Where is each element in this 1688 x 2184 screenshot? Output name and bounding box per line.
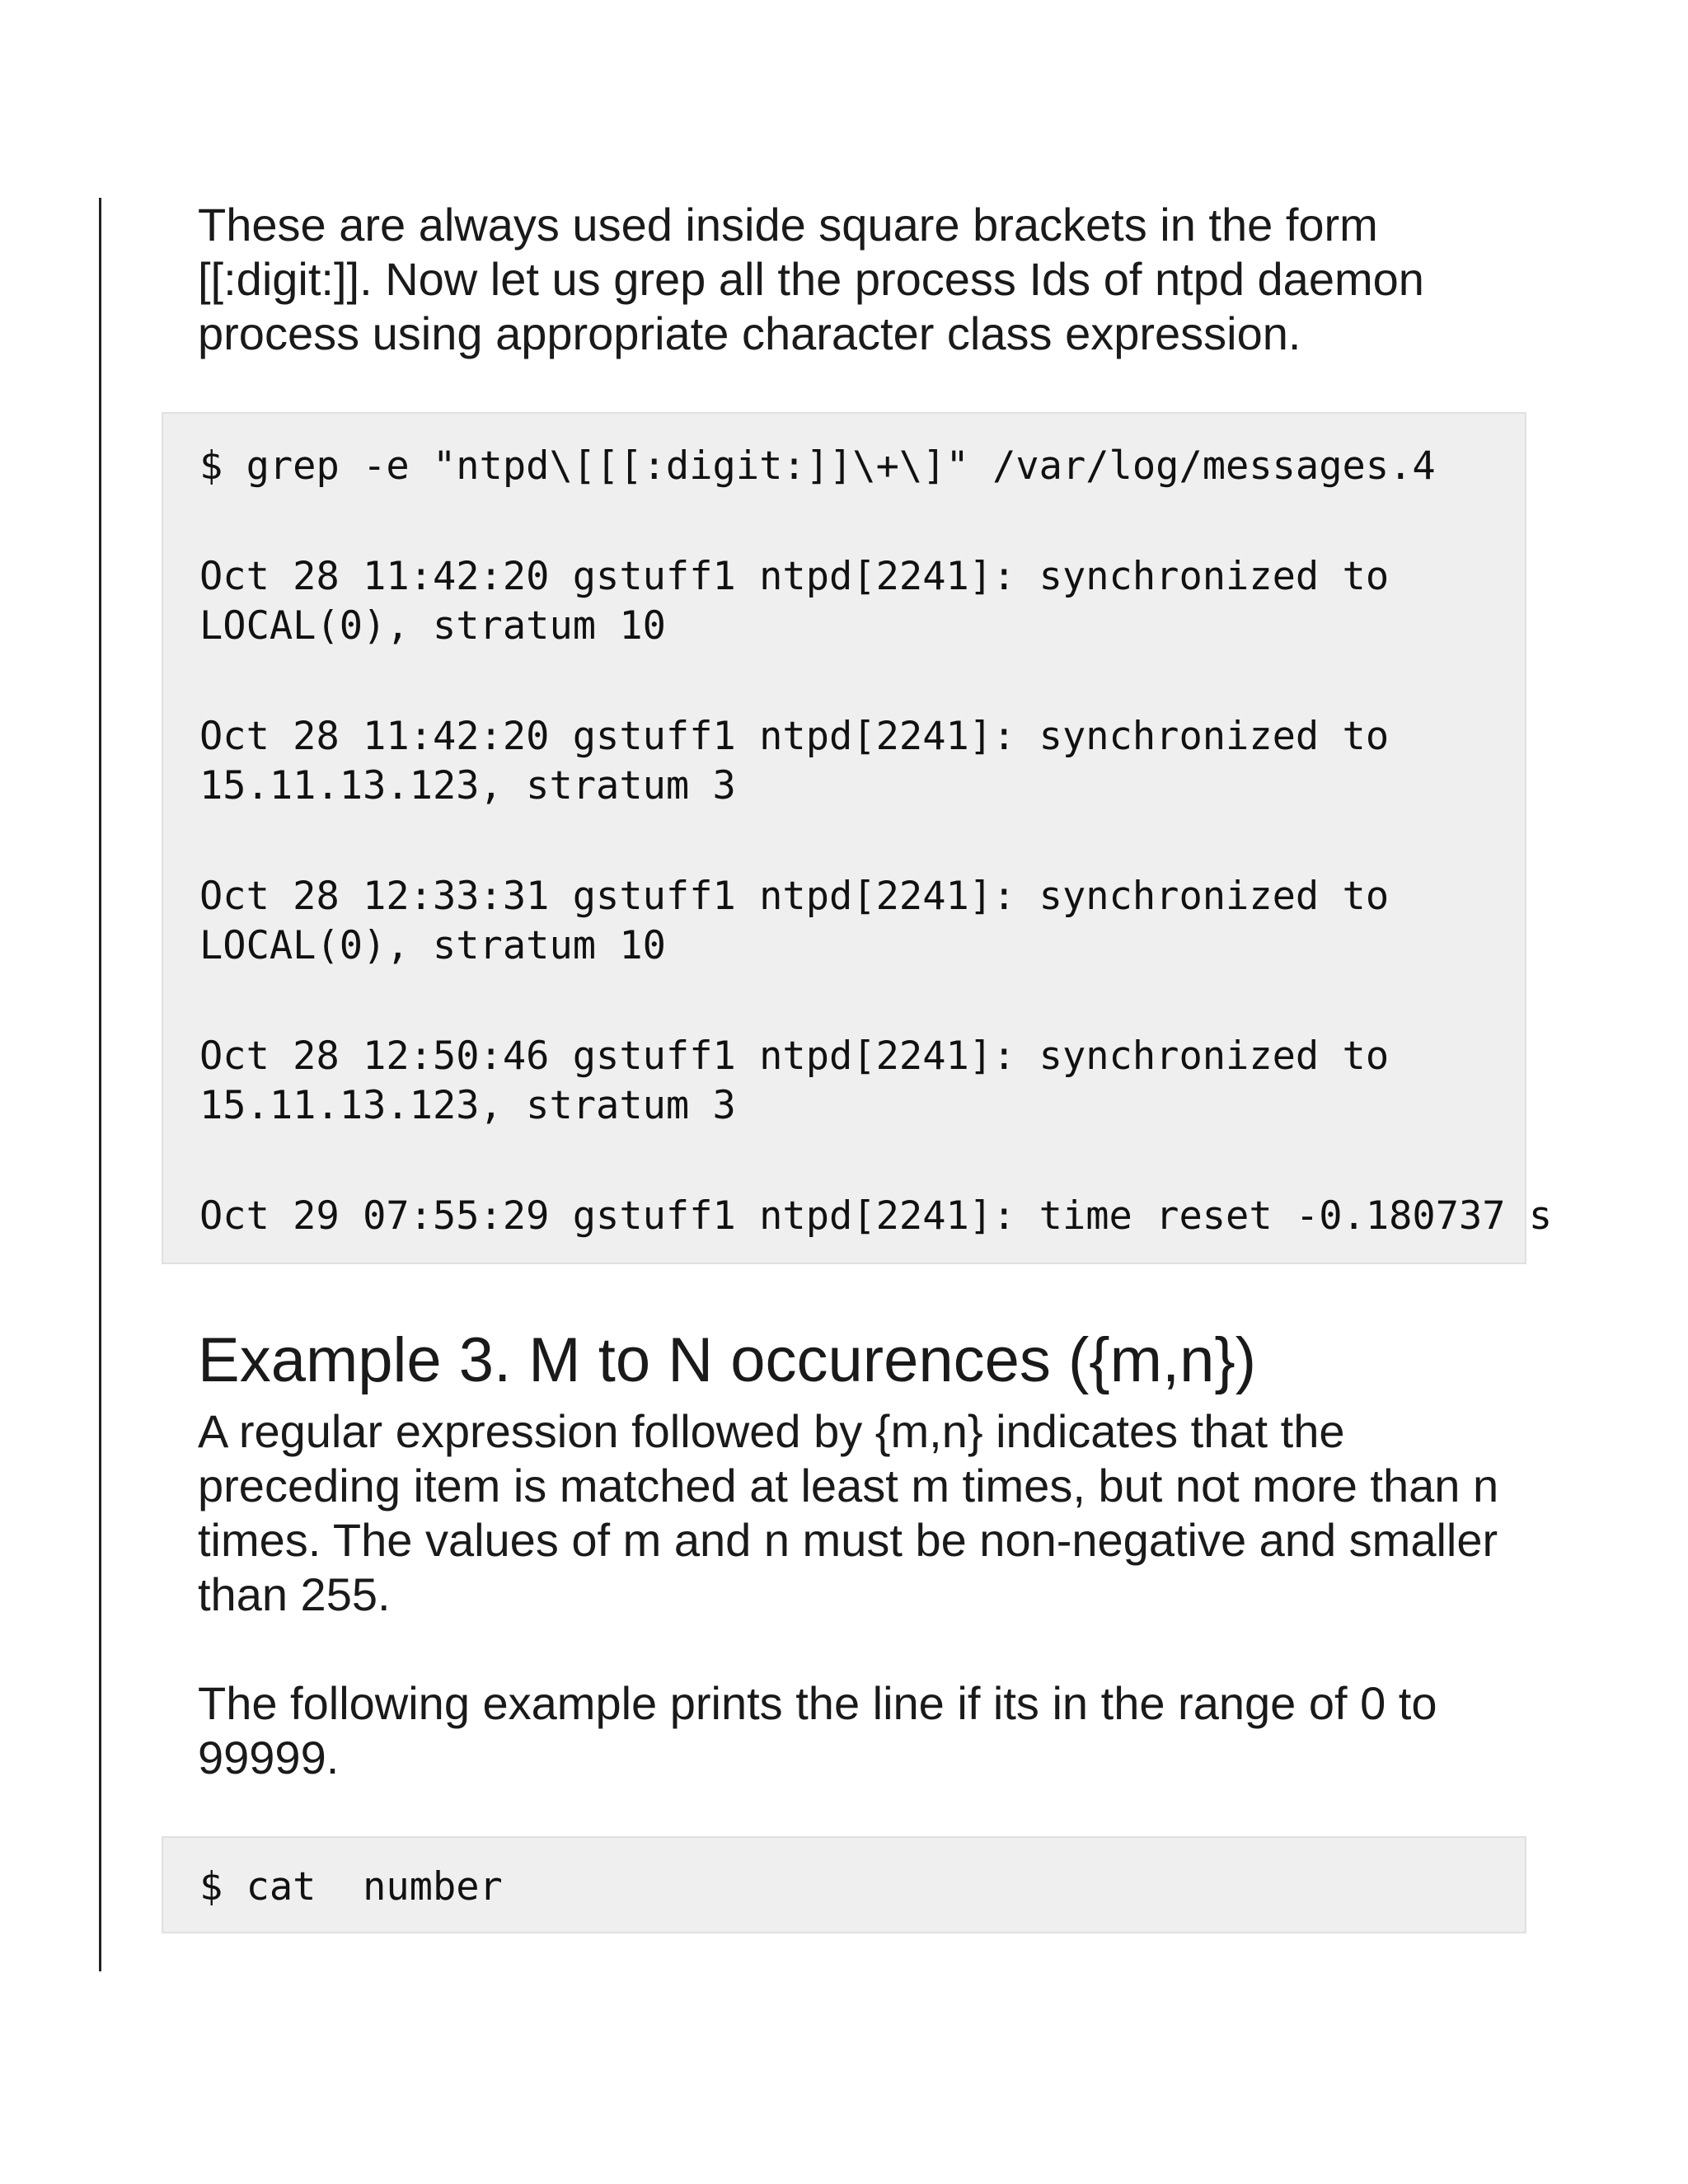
- example-3-heading: Example 3. M to N occurences ({m,n}): [198, 1325, 1257, 1395]
- grep-command: $ grep -e "ntpd\[[[:digit:]]\+\]" /var/log/messages.4: [199, 443, 1436, 489]
- log-entry: Oct 28 12:50:46 gstuff1 ntpd[2241]: synchronized to 15.11.13.123, stratum 3: [199, 1033, 1390, 1128]
- intro-paragraph: These are always used inside square brackets in the form [[:digit:]]. Now let us grep all the process Ids of ntpd daemon process using appropriate character class expression.: [198, 199, 1437, 359]
- range-example-paragraph: The following example prints the line if its in the range of 0 to 99999.: [198, 1677, 1451, 1783]
- cat-command: $ cat number: [199, 1864, 503, 1910]
- log-entry: Oct 28 11:42:20 gstuff1 ntpd[2241]: synchronized to LOCAL(0), stratum 10: [199, 554, 1390, 649]
- log-entry: Oct 28 11:42:20 gstuff1 ntpd[2241]: synchronized to 15.11.13.123, stratum 3: [199, 714, 1390, 808]
- log-entry: Oct 29 07:55:29 gstuff1 ntpd[2241]: time reset -0.180737 s: [199, 1193, 1553, 1239]
- left-margin-rule: [99, 198, 101, 1971]
- cat-code-block: [162, 1836, 1526, 1933]
- document-content: [198, 198, 1553, 1933]
- example-3-paragraph: A regular expression followed by {m,n} indicates that the preceding item is matched at least m times, but not more than n times. The values of m and n must be non-negative and smaller than 255.: [198, 1405, 1512, 1620]
- grep-code-block: [162, 412, 1553, 1264]
- log-entry: Oct 28 12:33:31 gstuff1 ntpd[2241]: synchronized to LOCAL(0), stratum 10: [199, 874, 1390, 968]
